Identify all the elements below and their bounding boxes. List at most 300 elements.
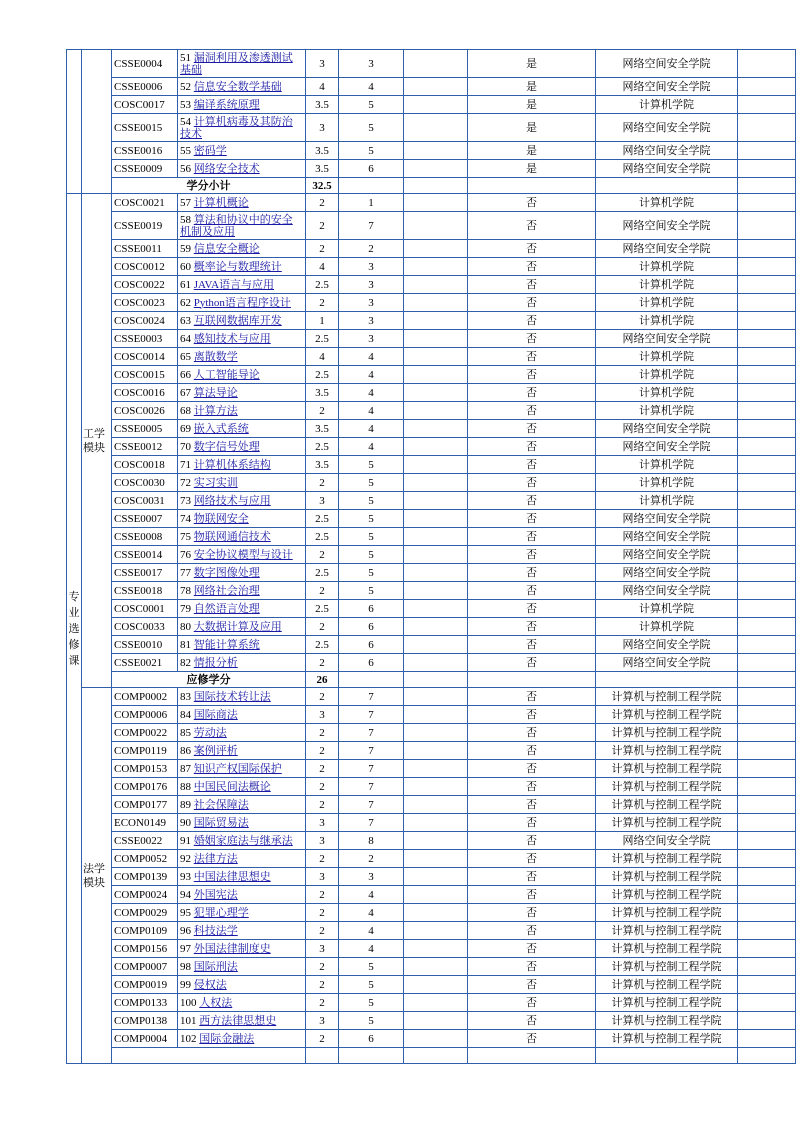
course-college: 计算机与控制工程学院	[596, 976, 738, 994]
course-term: 7	[339, 742, 404, 760]
course-index: 81	[180, 638, 191, 651]
course-required: 否	[468, 402, 596, 420]
course-code: COMP0176	[112, 778, 178, 796]
course-college: 网络空间安全学院	[596, 546, 738, 564]
course-college: 计算机学院	[596, 492, 738, 510]
course-term: 7	[339, 706, 404, 724]
course-name-cell	[178, 796, 306, 814]
course-name-link[interactable]: 网络安全技术	[193, 162, 260, 175]
empty-cell	[738, 636, 796, 654]
course-college: 计算机学院	[596, 618, 738, 636]
table-row	[67, 814, 796, 832]
course-credit: 2	[306, 654, 339, 672]
course-index: 96	[180, 924, 191, 937]
course-name-link[interactable]: 中国法律思想史	[193, 870, 271, 883]
course-code: COMP0004	[112, 1030, 178, 1048]
course-name-link[interactable]: 婚姻家庭法与继承法	[193, 834, 293, 847]
course-term: 3	[339, 276, 404, 294]
empty-cell	[468, 672, 596, 688]
course-credit: 2.5	[306, 510, 339, 528]
course-name-cell	[178, 50, 306, 78]
course-name-link[interactable]: 算法和协议中的安全机制及应用	[180, 213, 293, 238]
course-term: 7	[339, 796, 404, 814]
course-index: 94	[180, 888, 191, 901]
course-code: COSC0030	[112, 474, 178, 492]
course-college: 计算机学院	[596, 600, 738, 618]
course-name-link[interactable]: 国际技术转让法	[193, 690, 271, 703]
course-name-cell	[178, 724, 306, 742]
course-college: 网络空间安全学院	[596, 654, 738, 672]
empty-cell	[404, 940, 468, 958]
course-term: 1	[339, 194, 404, 212]
course-required: 否	[468, 438, 596, 456]
empty-cell	[404, 420, 468, 438]
table-row	[67, 402, 796, 420]
course-term: 7	[339, 688, 404, 706]
table-row	[67, 922, 796, 940]
course-credit: 2	[306, 850, 339, 868]
course-required: 否	[468, 420, 596, 438]
empty-cell	[404, 600, 468, 618]
course-term: 5	[339, 492, 404, 510]
course-required: 否	[468, 492, 596, 510]
table-row	[67, 348, 796, 366]
table-row	[67, 958, 796, 976]
empty-cell	[738, 312, 796, 330]
course-index: 62	[180, 296, 191, 309]
course-credit: 2	[306, 742, 339, 760]
course-required: 否	[468, 654, 596, 672]
table-row	[67, 240, 796, 258]
course-name-link[interactable]: Python语言程序设计	[193, 296, 291, 309]
course-college: 计算机学院	[596, 276, 738, 294]
course-required: 否	[468, 724, 596, 742]
course-code: CSSE0009	[112, 160, 178, 178]
course-name-link[interactable]: 物联网安全	[193, 512, 249, 525]
empty-cell	[404, 528, 468, 546]
table-row	[67, 96, 796, 114]
course-credit: 4	[306, 258, 339, 276]
course-name-link[interactable]: 外国法律制度史	[193, 942, 271, 955]
course-name-link[interactable]: 侵权法	[193, 978, 227, 991]
course-name-link[interactable]: 信息安全概论	[193, 242, 260, 255]
course-index: 61	[180, 278, 191, 291]
table-row	[67, 564, 796, 582]
course-name-link[interactable]: 算法导论	[193, 386, 238, 399]
table-row	[67, 492, 796, 510]
course-college: 计算机与控制工程学院	[596, 850, 738, 868]
course-index: 57	[180, 196, 191, 209]
empty-cell	[738, 492, 796, 510]
course-name-link[interactable]: 实习实训	[193, 476, 238, 489]
empty-cell	[738, 688, 796, 706]
course-required: 否	[468, 1030, 596, 1048]
category-label: 专业选修课	[67, 194, 82, 1064]
course-name-link[interactable]: 漏洞利用及渗透测试基础	[180, 51, 293, 76]
empty-cell	[404, 582, 468, 600]
empty-cell	[738, 886, 796, 904]
empty-cell	[404, 688, 468, 706]
course-name-cell	[178, 528, 306, 546]
course-college: 计算机与控制工程学院	[596, 796, 738, 814]
table-row	[67, 742, 796, 760]
empty-cell	[738, 160, 796, 178]
empty-cell	[404, 886, 468, 904]
empty-cell	[404, 760, 468, 778]
course-name-cell	[178, 958, 306, 976]
course-index: 101	[180, 1014, 197, 1027]
course-code: CSSE0005	[112, 420, 178, 438]
course-name-cell	[178, 976, 306, 994]
course-index: 51	[180, 51, 191, 64]
course-college: 网络空间安全学院	[596, 582, 738, 600]
summary-label: 应修学分	[112, 672, 306, 688]
course-college: 网络空间安全学院	[596, 528, 738, 546]
empty-cell	[404, 654, 468, 672]
course-required: 是	[468, 78, 596, 96]
course-name-cell	[178, 240, 306, 258]
course-code: COSC0018	[112, 456, 178, 474]
empty-cell	[738, 832, 796, 850]
empty-cell	[404, 474, 468, 492]
course-code: COMP0153	[112, 760, 178, 778]
course-name-link[interactable]: 互联网数据库开发	[193, 314, 282, 327]
course-required: 否	[468, 240, 596, 258]
empty-cell	[404, 438, 468, 456]
course-credit: 4	[306, 78, 339, 96]
empty-cell	[404, 976, 468, 994]
course-credit: 2	[306, 958, 339, 976]
course-name-link[interactable]: 自然语言处理	[193, 602, 260, 615]
course-name-link[interactable]: 大数据计算及应用	[193, 620, 282, 633]
course-term: 6	[339, 654, 404, 672]
course-name-link[interactable]: 中国民间法概论	[193, 780, 271, 793]
table-row	[67, 976, 796, 994]
course-index: 76	[180, 548, 191, 561]
course-required: 否	[468, 194, 596, 212]
course-credit: 1	[306, 312, 339, 330]
course-name-link[interactable]: 情报分析	[193, 656, 238, 669]
course-college: 计算机学院	[596, 402, 738, 420]
course-name-cell	[178, 760, 306, 778]
empty-cell	[738, 142, 796, 160]
table-row	[67, 832, 796, 850]
course-term: 4	[339, 366, 404, 384]
empty-cell	[738, 348, 796, 366]
course-code: COSC0024	[112, 312, 178, 330]
course-code: COSC0023	[112, 294, 178, 312]
course-term: 5	[339, 474, 404, 492]
course-credit: 3	[306, 492, 339, 510]
course-code: COMP0052	[112, 850, 178, 868]
course-name-link[interactable]: 国际贸易法	[193, 816, 249, 829]
course-index: 70	[180, 440, 191, 453]
course-name-cell	[178, 814, 306, 832]
course-term: 4	[339, 348, 404, 366]
empty-cell	[738, 994, 796, 1012]
course-index: 82	[180, 656, 191, 669]
course-required: 否	[468, 330, 596, 348]
course-index: 74	[180, 512, 191, 525]
course-term: 5	[339, 456, 404, 474]
course-code: COSC0012	[112, 258, 178, 276]
empty-cell	[738, 194, 796, 212]
empty-cell	[738, 564, 796, 582]
empty-cell	[404, 618, 468, 636]
summary-row	[67, 1048, 796, 1064]
course-credit: 2.5	[306, 438, 339, 456]
course-credit: 2	[306, 1030, 339, 1048]
course-name-link[interactable]: 安全协议模型与设计	[193, 548, 293, 561]
empty-cell	[738, 178, 796, 194]
course-credit: 3	[306, 50, 339, 78]
course-code: CSSE0007	[112, 510, 178, 528]
empty-cell	[738, 850, 796, 868]
course-name-link[interactable]: 网络社会治理	[193, 584, 260, 597]
course-credit: 2.5	[306, 636, 339, 654]
empty-cell	[404, 1030, 468, 1048]
course-required: 是	[468, 160, 596, 178]
course-credit: 2	[306, 194, 339, 212]
course-required: 否	[468, 384, 596, 402]
course-name-link[interactable]: 计算方法	[193, 404, 238, 417]
course-name-link[interactable]: 嵌入式系统	[193, 422, 249, 435]
course-required: 否	[468, 706, 596, 724]
course-index: 88	[180, 780, 191, 793]
course-college: 网络空间安全学院	[596, 212, 738, 240]
course-name-link[interactable]: 知识产权国际保护	[193, 762, 282, 775]
course-code: CSSE0011	[112, 240, 178, 258]
course-name-cell	[178, 212, 306, 240]
course-name-link[interactable]: JAVA语言与应用	[193, 278, 275, 291]
course-index: 87	[180, 762, 191, 775]
course-name-link[interactable]: 数字信号处理	[193, 440, 260, 453]
table-row	[67, 850, 796, 868]
empty-cell	[738, 366, 796, 384]
course-credit: 3	[306, 1012, 339, 1030]
course-name-link[interactable]: 案例评析	[193, 744, 238, 757]
course-credit: 3.5	[306, 384, 339, 402]
empty-cell	[404, 78, 468, 96]
empty-cell	[404, 114, 468, 142]
course-name-link[interactable]: 数字图像处理	[193, 566, 260, 579]
course-term: 3	[339, 50, 404, 78]
course-name-cell	[178, 706, 306, 724]
course-required: 否	[468, 312, 596, 330]
course-index: 64	[180, 332, 191, 345]
course-name-link[interactable]: 信息安全数学基础	[193, 80, 282, 93]
empty-cell	[404, 1048, 468, 1064]
course-required: 否	[468, 564, 596, 582]
course-code: COMP0156	[112, 940, 178, 958]
course-index: 95	[180, 906, 191, 919]
course-name-link[interactable]: 人工智能导论	[193, 368, 260, 381]
course-name-link[interactable]: 国际刑法	[193, 960, 238, 973]
course-name-link[interactable]: 外国宪法	[193, 888, 238, 901]
course-name-link[interactable]: 人权法	[199, 996, 233, 1009]
course-credit: 3.5	[306, 142, 339, 160]
course-code: CSSE0019	[112, 212, 178, 240]
course-name-link[interactable]: 国际商法	[193, 708, 238, 721]
course-name-cell	[178, 330, 306, 348]
course-index: 60	[180, 260, 191, 273]
table-row	[67, 1030, 796, 1048]
course-college: 网络空间安全学院	[596, 78, 738, 96]
course-credit: 2	[306, 904, 339, 922]
course-name-link[interactable]: 概率论与数理统计	[193, 260, 282, 273]
course-term: 5	[339, 142, 404, 160]
course-name-link[interactable]: 智能计算系统	[193, 638, 260, 651]
course-term: 5	[339, 564, 404, 582]
table-row	[67, 904, 796, 922]
course-index: 68	[180, 404, 191, 417]
course-college: 计算机与控制工程学院	[596, 886, 738, 904]
course-term: 3	[339, 294, 404, 312]
course-college: 网络空间安全学院	[596, 510, 738, 528]
course-index: 72	[180, 476, 191, 489]
course-term: 3	[339, 330, 404, 348]
course-credit: 2	[306, 240, 339, 258]
empty-cell	[738, 474, 796, 492]
course-college: 计算机与控制工程学院	[596, 1012, 738, 1030]
course-name-cell	[178, 940, 306, 958]
table-row	[67, 654, 796, 672]
empty-cell	[404, 724, 468, 742]
course-name-link[interactable]: 物联网通信技术	[193, 530, 271, 543]
empty-cell	[738, 456, 796, 474]
table-row	[67, 438, 796, 456]
course-name-link[interactable]: 感知技术与应用	[193, 332, 271, 345]
empty-cell	[738, 212, 796, 240]
course-name-cell	[178, 160, 306, 178]
course-required: 否	[468, 958, 596, 976]
empty-cell	[738, 1012, 796, 1030]
table-row	[67, 706, 796, 724]
course-name-cell	[178, 420, 306, 438]
course-name-link[interactable]: 计算机体系结构	[193, 458, 271, 471]
course-credit: 2	[306, 760, 339, 778]
course-college: 网络空间安全学院	[596, 50, 738, 78]
course-required: 否	[468, 582, 596, 600]
table-row	[67, 778, 796, 796]
course-college: 计算机与控制工程学院	[596, 814, 738, 832]
course-code: COMP0109	[112, 922, 178, 940]
course-required: 否	[468, 688, 596, 706]
course-name-link[interactable]: 科技法学	[193, 924, 238, 937]
course-name-link[interactable]: 网络技术与应用	[193, 494, 271, 507]
course-name-link[interactable]: 法律方法	[193, 852, 238, 865]
table-row	[67, 510, 796, 528]
course-name-link[interactable]: 编译系统原理	[193, 98, 260, 111]
course-required: 否	[468, 212, 596, 240]
course-required: 否	[468, 850, 596, 868]
course-name-link[interactable]: 计算机概论	[193, 196, 249, 209]
course-term: 6	[339, 160, 404, 178]
course-credit: 3	[306, 114, 339, 142]
empty-cell	[404, 50, 468, 78]
course-required: 否	[468, 814, 596, 832]
course-credit: 3.5	[306, 420, 339, 438]
course-code: COSC0001	[112, 600, 178, 618]
table-row	[67, 528, 796, 546]
summary-value: 26	[306, 672, 339, 688]
empty-cell	[404, 510, 468, 528]
course-name-cell	[178, 402, 306, 420]
empty-cell	[738, 1030, 796, 1048]
course-term: 6	[339, 1030, 404, 1048]
table-row	[67, 276, 796, 294]
course-index: 89	[180, 798, 191, 811]
course-index: 83	[180, 690, 191, 703]
course-name-link[interactable]: 西方法律思想史	[199, 1014, 277, 1027]
course-required: 否	[468, 366, 596, 384]
course-required: 否	[468, 618, 596, 636]
course-credit: 3.5	[306, 160, 339, 178]
course-code: COSC0026	[112, 402, 178, 420]
empty-cell	[404, 194, 468, 212]
course-college: 网络空间安全学院	[596, 330, 738, 348]
course-credit: 2.5	[306, 528, 339, 546]
empty-cell	[404, 994, 468, 1012]
course-credit: 2	[306, 724, 339, 742]
course-name-cell	[178, 564, 306, 582]
course-name-link[interactable]: 国际金融法	[199, 1032, 255, 1045]
course-name-cell	[178, 904, 306, 922]
course-name-link[interactable]: 社会保障法	[193, 798, 249, 811]
course-name-link[interactable]: 犯罪心理学	[193, 906, 249, 919]
empty-cell	[738, 276, 796, 294]
summary-label	[112, 1048, 306, 1064]
course-name-cell	[178, 194, 306, 212]
empty-cell	[738, 78, 796, 96]
course-term: 7	[339, 814, 404, 832]
table-row	[67, 886, 796, 904]
course-index: 63	[180, 314, 191, 327]
empty-cell	[404, 96, 468, 114]
course-name-link[interactable]: 计算机病毒及其防治技术	[180, 115, 293, 140]
course-college: 计算机学院	[596, 312, 738, 330]
course-credit: 2	[306, 994, 339, 1012]
table-row	[67, 194, 796, 212]
course-term: 4	[339, 904, 404, 922]
course-required: 否	[468, 904, 596, 922]
empty-cell	[738, 402, 796, 420]
course-code: CSSE0022	[112, 832, 178, 850]
course-required: 否	[468, 456, 596, 474]
empty-cell	[596, 1048, 738, 1064]
course-code: CSSE0017	[112, 564, 178, 582]
course-code: COMP0007	[112, 958, 178, 976]
course-name-link[interactable]: 密码学	[193, 144, 227, 157]
course-college: 网络空间安全学院	[596, 636, 738, 654]
course-name-link[interactable]: 离散数学	[193, 350, 238, 363]
course-name-link[interactable]: 劳动法	[193, 726, 227, 739]
course-required: 否	[468, 796, 596, 814]
course-term: 4	[339, 886, 404, 904]
course-name-cell	[178, 96, 306, 114]
course-college: 计算机与控制工程学院	[596, 940, 738, 958]
course-code: CSSE0006	[112, 78, 178, 96]
course-index: 52	[180, 80, 191, 93]
course-college: 计算机学院	[596, 474, 738, 492]
course-index: 102	[180, 1032, 197, 1045]
course-required: 否	[468, 294, 596, 312]
empty-cell	[738, 50, 796, 78]
course-term: 5	[339, 96, 404, 114]
course-term: 3	[339, 312, 404, 330]
course-code: CSSE0003	[112, 330, 178, 348]
empty-cell	[404, 258, 468, 276]
